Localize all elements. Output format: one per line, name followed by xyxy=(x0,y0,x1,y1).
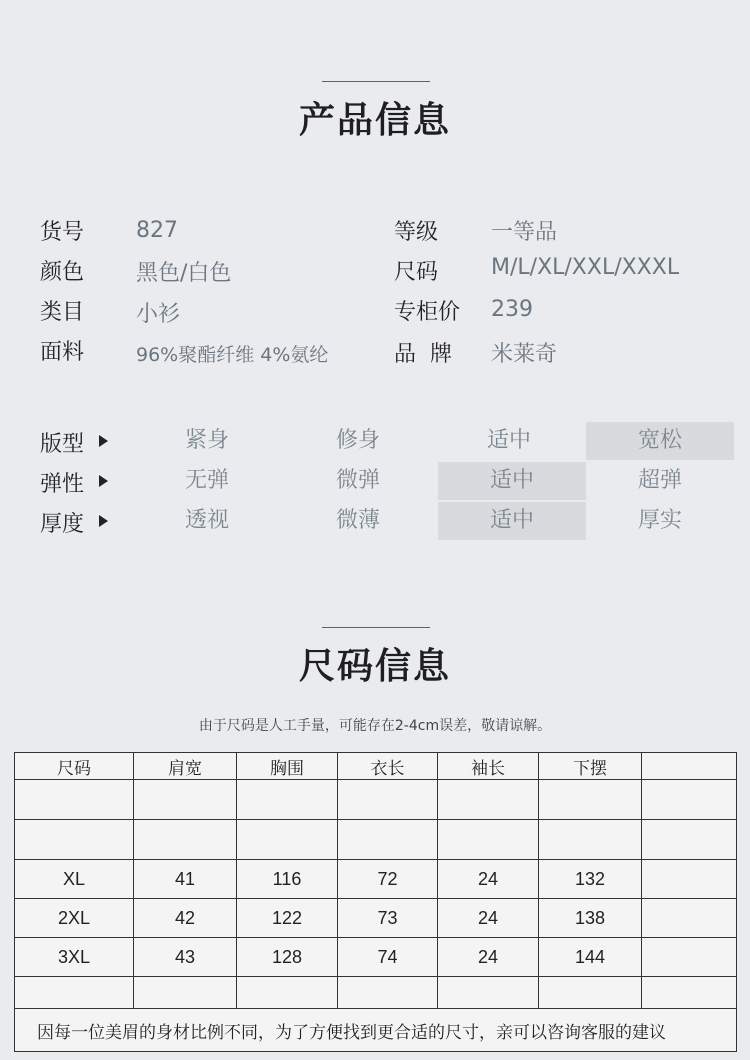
table-cell: 73 xyxy=(338,899,438,938)
table-cell: 122 xyxy=(237,899,338,938)
table-row xyxy=(15,899,737,938)
info-value-category: 小衫 xyxy=(136,302,181,327)
info-label-grade: 等级 xyxy=(394,220,439,245)
attr-option: 微薄 xyxy=(335,508,380,533)
table-cell xyxy=(15,820,134,860)
info-label-brand: 品 牌 xyxy=(394,342,452,367)
table-cell xyxy=(642,938,737,977)
header-cell: 下摆 xyxy=(539,753,642,780)
table-cell xyxy=(642,860,737,899)
table-cell xyxy=(438,780,539,820)
table-row xyxy=(15,780,737,820)
attr-label-fit: 版型 xyxy=(40,432,85,457)
table-row xyxy=(15,938,737,977)
table-cell xyxy=(438,977,539,1009)
product-info-title: 产品信息 xyxy=(298,100,451,141)
triangle-right-icon xyxy=(99,435,108,447)
table-cell: 24 xyxy=(438,860,539,899)
info-label-fabric: 面料 xyxy=(40,340,85,365)
table-cell: 24 xyxy=(438,938,539,977)
size-table xyxy=(14,752,737,1052)
table-row xyxy=(15,977,737,1009)
header-cell: 尺码 xyxy=(15,753,134,780)
table-cell xyxy=(642,780,737,820)
info-label-color: 颜色 xyxy=(40,260,85,285)
table-cell: 116 xyxy=(237,860,338,899)
triangle-right-icon xyxy=(99,475,108,487)
table-cell xyxy=(642,977,737,1009)
attr-label-elasticity: 弹性 xyxy=(40,472,85,497)
header-cell xyxy=(642,753,737,780)
table-cell: 138 xyxy=(539,899,642,938)
info-value-sizes: M/L/XL/XXL/XXXL xyxy=(491,255,680,280)
table-cell xyxy=(237,977,338,1009)
header-cell: 胸围 xyxy=(237,753,338,780)
size-info-title: 尺码信息 xyxy=(298,646,451,687)
table-cell: 144 xyxy=(539,938,642,977)
table-cell xyxy=(642,899,737,938)
info-value-color: 黑色/白色 xyxy=(136,261,232,286)
table-cell xyxy=(539,780,642,820)
table-cell xyxy=(134,780,237,820)
info-value-brand: 米莱奇 xyxy=(491,342,558,367)
table-cell xyxy=(338,780,438,820)
attr-option: 适中 xyxy=(486,428,531,453)
size-cell: 3XL xyxy=(15,938,134,977)
info-value-price: 239 xyxy=(491,297,533,322)
table-footer-row xyxy=(15,1009,737,1052)
table-cell xyxy=(237,820,338,860)
table-cell: 128 xyxy=(237,938,338,977)
table-cell xyxy=(15,977,134,1009)
table-cell xyxy=(438,820,539,860)
info-label-item-no: 货号 xyxy=(40,220,85,245)
info-label-category: 类目 xyxy=(40,300,85,325)
section-divider-line xyxy=(322,81,430,82)
table-cell: 72 xyxy=(338,860,438,899)
attr-label-thickness: 厚度 xyxy=(40,512,85,537)
table-cell xyxy=(539,820,642,860)
table-cell: 42 xyxy=(134,899,237,938)
table-cell xyxy=(539,977,642,1009)
section-divider-line xyxy=(322,627,430,628)
table-cell: 24 xyxy=(438,899,539,938)
measurement-note: 由于尺码是人工手量，可能存在2-4cm误差，敬请谅解。 xyxy=(198,718,552,734)
attr-option-selected: 宽松 xyxy=(586,422,734,460)
attr-option: 无弹 xyxy=(184,468,229,493)
attr-option: 紧身 xyxy=(184,428,229,453)
table-cell xyxy=(237,780,338,820)
attr-option-selected: 适中 xyxy=(438,462,586,500)
header-cell: 袖长 xyxy=(438,753,539,780)
table-cell xyxy=(134,820,237,860)
table-row xyxy=(15,860,737,899)
info-value-fabric: 96%聚酯纤维 4%氨纶 xyxy=(136,344,329,366)
table-cell: 74 xyxy=(338,938,438,977)
attr-option: 透视 xyxy=(184,508,229,533)
table-cell xyxy=(642,820,737,860)
attr-option-selected: 适中 xyxy=(438,502,586,540)
triangle-right-icon xyxy=(99,515,108,527)
attr-option: 修身 xyxy=(335,428,380,453)
size-cell: 2XL xyxy=(15,899,134,938)
table-cell xyxy=(338,820,438,860)
info-value-item-no: 827 xyxy=(136,218,178,243)
info-label-price: 专柜价 xyxy=(394,300,461,325)
table-cell: 41 xyxy=(134,860,237,899)
table-cell xyxy=(134,977,237,1009)
table-header-row xyxy=(15,753,737,780)
attr-option: 微弹 xyxy=(335,468,380,493)
attr-option: 超弹 xyxy=(637,468,682,493)
table-cell xyxy=(338,977,438,1009)
info-label-size: 尺码 xyxy=(394,260,439,285)
size-cell: XL xyxy=(15,860,134,899)
size-advice-footer: 因每一位美眉的身材比例不同，为了方便找到更合适的尺寸，亲可以咨询客服的建议 xyxy=(15,1009,737,1052)
table-cell: 132 xyxy=(539,860,642,899)
attr-option: 厚实 xyxy=(637,508,682,533)
table-cell xyxy=(15,780,134,820)
table-cell: 43 xyxy=(134,938,237,977)
header-cell: 衣长 xyxy=(338,753,438,780)
header-cell: 肩宽 xyxy=(134,753,237,780)
table-row xyxy=(15,820,737,860)
info-value-grade: 一等品 xyxy=(491,220,558,245)
